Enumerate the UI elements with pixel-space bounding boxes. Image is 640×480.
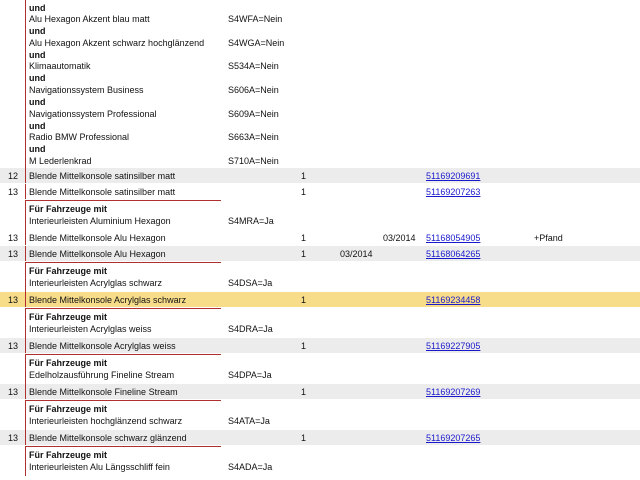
part-number-link[interactable]: 51168064265 bbox=[426, 249, 481, 259]
position-number: 13 bbox=[8, 187, 19, 197]
part-name: Blende Mittelkonsole Alu Hexagon bbox=[29, 233, 166, 243]
condition-bracket-top bbox=[25, 262, 221, 263]
condition-bracket bbox=[25, 308, 26, 338]
condition-header: Für Fahrzeuge mit bbox=[29, 312, 108, 322]
condition-and: und bbox=[29, 97, 46, 107]
condition-block bbox=[0, 400, 640, 430]
condition-bracket-top bbox=[25, 400, 221, 401]
condition-bracket bbox=[25, 400, 26, 430]
condition-block bbox=[0, 262, 640, 292]
date: 03/2014 bbox=[383, 233, 416, 243]
condition-code: S4ADA=Ja bbox=[228, 462, 273, 472]
condition-code: S4DRA=Ja bbox=[228, 324, 273, 334]
condition-code: S4WFA=Nein bbox=[228, 14, 283, 24]
condition-desc: Edelholzausführung Fineline Stream bbox=[29, 370, 175, 380]
condition-header: Für Fahrzeuge mit bbox=[29, 450, 108, 460]
table-row[interactable] bbox=[0, 230, 640, 246]
position-number: 13 bbox=[8, 387, 19, 397]
part-name: Blende Mittelkonsole Acrylglas weiss bbox=[29, 341, 176, 351]
condition-label: Alu Hexagon Akzent blau matt bbox=[29, 14, 150, 24]
part-name: Blende Mittelkonsole satinsilber matt bbox=[29, 187, 176, 197]
condition-bracket bbox=[25, 354, 26, 384]
condition-code: S606A=Nein bbox=[228, 85, 279, 95]
condition-bracket-top bbox=[25, 200, 221, 201]
condition-block bbox=[0, 446, 640, 476]
quantity: 1 bbox=[301, 187, 307, 197]
position-number: 12 bbox=[8, 171, 19, 181]
condition-code: S4DSA=Ja bbox=[228, 278, 273, 288]
row-bracket bbox=[25, 384, 26, 400]
condition-and: und bbox=[29, 3, 46, 13]
condition-bracket bbox=[25, 262, 26, 292]
condition-code: S710A=Nein bbox=[228, 156, 279, 166]
condition-and: und bbox=[29, 144, 46, 154]
condition-bracket-top bbox=[25, 354, 221, 355]
quantity: 1 bbox=[301, 171, 307, 181]
condition-label: Navigationssystem Business bbox=[29, 85, 144, 95]
position-number: 13 bbox=[8, 233, 19, 243]
condition-label: Alu Hexagon Akzent schwarz hochglänzend bbox=[29, 38, 205, 48]
row-bracket bbox=[25, 246, 26, 262]
condition-bracket-top bbox=[25, 308, 221, 309]
condition-and: und bbox=[29, 26, 46, 36]
table-row[interactable] bbox=[0, 184, 640, 200]
part-number-link[interactable]: 51169209691 bbox=[426, 171, 481, 181]
condition-header: Für Fahrzeuge mit bbox=[29, 204, 108, 214]
row-bracket bbox=[25, 338, 26, 354]
position-number: 13 bbox=[8, 295, 19, 305]
row-bracket bbox=[25, 168, 26, 184]
part-name: Blende Mittelkonsole Acrylglas schwarz bbox=[29, 295, 187, 305]
quantity: 1 bbox=[301, 433, 307, 443]
part-name: Blende Mittelkonsole Alu Hexagon bbox=[29, 249, 166, 259]
row-bracket bbox=[25, 184, 26, 200]
condition-code: S4MRA=Ja bbox=[228, 216, 274, 226]
condition-desc: Interieurleisten hochglänzend schwarz bbox=[29, 416, 183, 426]
condition-block bbox=[0, 354, 640, 384]
condition-code: S4DPA=Ja bbox=[228, 370, 272, 380]
position-number: 13 bbox=[8, 433, 19, 443]
position-number: 13 bbox=[8, 341, 19, 351]
condition-code: S4ATA=Ja bbox=[228, 416, 270, 426]
part-number-link[interactable]: 51169207263 bbox=[426, 187, 481, 197]
part-name: Blende Mittelkonsole satinsilber matt bbox=[29, 171, 176, 181]
date: 03/2014 bbox=[340, 249, 373, 259]
row-bracket bbox=[25, 430, 26, 446]
condition-bracket bbox=[25, 200, 26, 230]
condition-bracket-top bbox=[25, 446, 221, 447]
condition-desc: Interieurleisten Aluminium Hexagon bbox=[29, 216, 171, 226]
table-row[interactable] bbox=[0, 430, 640, 446]
quantity: 1 bbox=[301, 233, 307, 243]
condition-bracket bbox=[25, 0, 26, 168]
condition-header: Für Fahrzeuge mit bbox=[29, 266, 108, 276]
condition-code: S609A=Nein bbox=[228, 109, 279, 119]
quantity: 1 bbox=[301, 249, 307, 259]
condition-and: und bbox=[29, 121, 46, 131]
condition-header: Für Fahrzeuge mit bbox=[29, 404, 108, 414]
table-row[interactable] bbox=[0, 384, 640, 400]
note: +Pfand bbox=[534, 233, 563, 243]
condition-code: S534A=Nein bbox=[228, 61, 279, 71]
condition-label: Klimaautomatik bbox=[29, 61, 91, 71]
condition-block bbox=[0, 200, 640, 230]
part-number-link[interactable]: 51169234458 bbox=[426, 295, 481, 305]
part-number-link[interactable]: 51169207269 bbox=[426, 387, 481, 397]
quantity: 1 bbox=[301, 295, 307, 305]
condition-block bbox=[0, 0, 640, 168]
condition-label: Navigationssystem Professional bbox=[29, 109, 157, 119]
condition-and: und bbox=[29, 50, 46, 60]
condition-desc: Interieurleisten Alu Längsschliff fein bbox=[29, 462, 170, 472]
condition-and: und bbox=[29, 73, 46, 83]
condition-label: Radio BMW Professional bbox=[29, 132, 130, 142]
part-number-link[interactable]: 51169207265 bbox=[426, 433, 481, 443]
condition-header: Für Fahrzeuge mit bbox=[29, 358, 108, 368]
quantity: 1 bbox=[301, 341, 307, 351]
condition-label: M Lederlenkrad bbox=[29, 156, 92, 166]
quantity: 1 bbox=[301, 387, 307, 397]
row-bracket bbox=[25, 230, 26, 246]
table-row[interactable] bbox=[0, 246, 640, 262]
position-number: 13 bbox=[8, 249, 19, 259]
condition-bracket bbox=[25, 446, 26, 476]
table-row[interactable] bbox=[0, 168, 640, 184]
condition-code: S663A=Nein bbox=[228, 132, 279, 142]
part-number-link[interactable]: 51169227905 bbox=[426, 341, 481, 351]
part-number-link[interactable]: 51168054905 bbox=[426, 233, 481, 243]
table-row[interactable] bbox=[0, 338, 640, 354]
part-name: Blende Mittelkonsole Fineline Stream bbox=[29, 387, 178, 397]
row-bracket bbox=[25, 292, 26, 308]
condition-code: S4WGA=Nein bbox=[228, 38, 285, 48]
condition-block bbox=[0, 308, 640, 338]
condition-desc: Interieurleisten Acrylglas schwarz bbox=[29, 278, 163, 288]
table-row[interactable] bbox=[0, 292, 640, 308]
condition-desc: Interieurleisten Acrylglas weiss bbox=[29, 324, 152, 334]
part-name: Blende Mittelkonsole schwarz glänzend bbox=[29, 433, 187, 443]
